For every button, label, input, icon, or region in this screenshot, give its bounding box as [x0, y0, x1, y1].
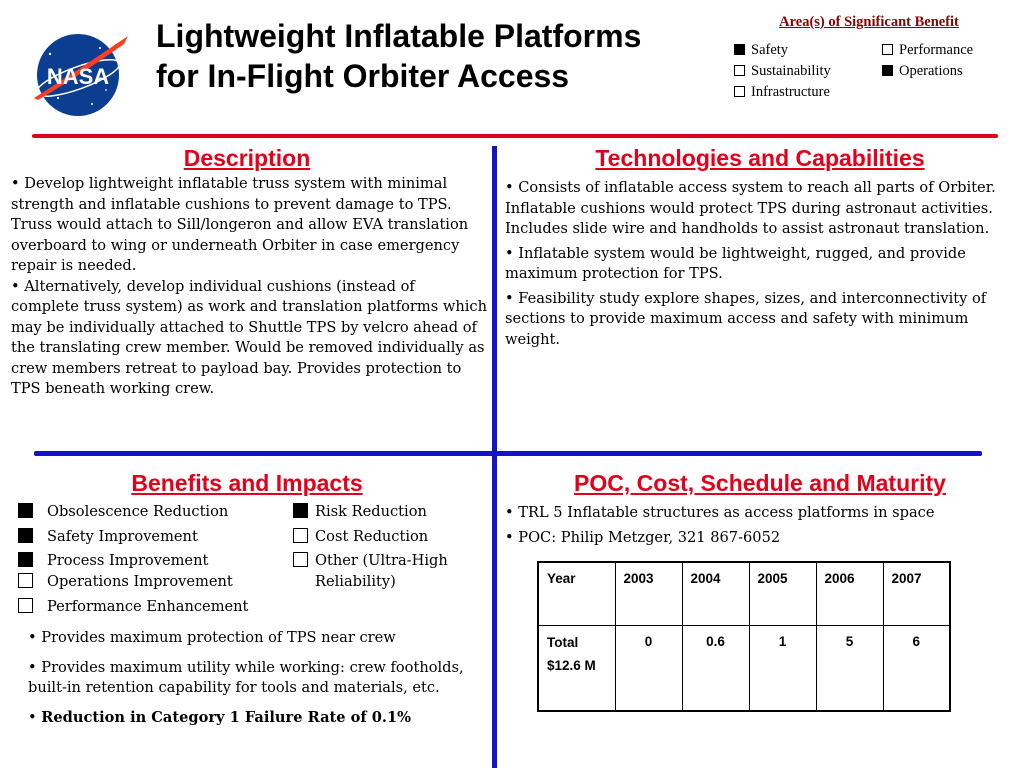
- checkbox-icon: [734, 44, 745, 55]
- benefit-area-item-sustainability: [734, 62, 831, 80]
- benefit-area-item-infrastructure: [734, 83, 830, 101]
- table-cell: 6: [883, 625, 950, 711]
- benefit-label: Other (Ultra-High: [315, 552, 448, 569]
- poc-paragraph: • TRL 5 Inflatable structures as access platforms in space: [505, 504, 935, 521]
- checkbox-icon: [18, 552, 33, 567]
- table-header-row: [538, 562, 950, 625]
- benefit-item-obsolescence: [18, 502, 228, 522]
- benefit-area-label: Infrastructure: [751, 84, 830, 100]
- nasa-logo: [28, 28, 132, 120]
- benefit-area-label: Operations: [899, 63, 963, 79]
- checkbox-icon: [734, 65, 745, 76]
- title-line-1: Lightweight Inflatable Platforms: [156, 18, 642, 54]
- checkbox-icon: [293, 552, 308, 567]
- benefit-label: Operations Improvement: [47, 573, 233, 590]
- benefit-item-performance: [18, 597, 248, 617]
- benefit-item-other: [293, 551, 448, 571]
- technologies-body: [505, 178, 1020, 354]
- title-line-2: for In-Flight Orbiter Access: [156, 58, 570, 94]
- table-header-cell: 2007: [883, 562, 950, 625]
- description-body: [11, 174, 487, 400]
- checkbox-icon: [293, 503, 308, 518]
- benefit-area-label: Safety: [751, 42, 789, 58]
- bullet-marker: •: [28, 708, 42, 726]
- table-row-label: [538, 625, 615, 711]
- vertical-divider: [492, 146, 497, 768]
- checkbox-icon: [18, 598, 33, 613]
- table-cell: 1: [749, 625, 816, 711]
- benefit-area-label: Sustainability: [751, 63, 831, 79]
- benefit-area-label: Performance: [899, 42, 974, 58]
- failure-rate-text: Reduction in Category 1 Failure Rate of 0.1%: [41, 708, 411, 726]
- description-paragraph: • Alternatively, develop individual cushions (instead of complete truss system) as work and translation platforms which may be individually attached to Shuttle TPS by velcro ahead of the translating crew member. Would be removed individually as crew members retreat to payload bay. Provides protection to TPS beneath working crew.: [11, 277, 487, 397]
- technologies-heading: Technologies and Capabilities: [595, 145, 925, 171]
- benefit-area-item-performance: [882, 41, 973, 59]
- checkbox-icon: [293, 528, 308, 543]
- technologies-paragraph: • Consists of inflatable access system to reach all parts of Orbiter. Inflatable cushions would protect TPS during astronaut activities. Includes slide wire and handholds to assist astronaut translation.: [505, 179, 996, 237]
- description-heading: Description: [183, 145, 311, 171]
- table-header-cell: 2006: [816, 562, 883, 625]
- benefit-item-other-continued: [315, 572, 396, 592]
- checkbox-icon: [734, 86, 745, 97]
- checkbox-icon: [882, 44, 893, 55]
- cost-schedule-table: [537, 561, 951, 712]
- table-header-cell: 2005: [749, 562, 816, 625]
- horizontal-divider: [34, 451, 982, 456]
- benefits-heading: Benefits and Impacts: [131, 470, 363, 496]
- benefit-bullet: • Provides maximum utility while working: crew footholds, built-in retention capability for tools and materials, etc.: [28, 658, 464, 696]
- table-cell: 0: [615, 625, 682, 711]
- benefits-bullets: [28, 628, 488, 737]
- benefit-label: Performance Enhancement: [47, 598, 249, 615]
- checkbox-icon: [18, 503, 33, 518]
- table-header-cell: 2003: [615, 562, 682, 625]
- benefit-bullet-bold: [28, 708, 488, 729]
- benefit-bullet: • Provides maximum protection of TPS near crew: [28, 629, 396, 646]
- checkbox-icon: [882, 65, 893, 76]
- page-title: [156, 16, 716, 96]
- logo-text: NASA: [46, 64, 110, 89]
- checkbox-icon: [18, 573, 33, 588]
- benefit-item-safety: [18, 527, 198, 547]
- table-cell: 5: [816, 625, 883, 711]
- table-header-cell: 2004: [682, 562, 749, 625]
- benefit-label: Risk Reduction: [315, 503, 427, 520]
- table-cell: 0.6: [682, 625, 749, 711]
- description-paragraph: • Develop lightweight inflatable truss system with minimal strength and inflatable cushions to prevent damage to TPS. Truss would attach to Sill/longeron and allow EVA translation overboard to wing or underneath Orbiter in case emergency repair is needed.: [11, 175, 469, 274]
- table-header-cell: Year: [538, 562, 615, 625]
- benefit-label: Reliability): [315, 573, 396, 590]
- benefit-label: Safety Improvement: [47, 528, 198, 545]
- total-amount: $12.6 M: [547, 657, 596, 673]
- technologies-paragraph: • Inflatable system would be lightweight, rugged, and provide maximum protection for TPS.: [505, 244, 966, 282]
- poc-body: [505, 503, 1020, 552]
- poc-heading: POC, Cost, Schedule and Maturity: [574, 470, 946, 496]
- benefit-area-item-safety: [734, 41, 788, 59]
- benefit-label: Obsolescence Reduction: [47, 503, 229, 520]
- benefit-label: Process Improvement: [47, 552, 209, 569]
- benefit-item-operations: [18, 572, 233, 592]
- benefit-item-process: [18, 551, 208, 571]
- benefit-area-panel: [734, 14, 1024, 100]
- checkbox-icon: [18, 528, 33, 543]
- table-row: [538, 625, 950, 711]
- benefit-area-item-operations: [882, 62, 963, 80]
- benefit-item-cost: [293, 527, 428, 547]
- benefit-item-risk: [293, 502, 427, 522]
- benefit-label: Cost Reduction: [315, 528, 429, 545]
- technologies-paragraph: • Feasibility study explore shapes, sizes, and interconnectivity of sections to provide maximum access and safety with minimum weight.: [505, 289, 987, 348]
- benefit-area-heading: Area(s) of Significant Benefit: [779, 14, 959, 30]
- header-divider: [32, 134, 998, 138]
- total-label: Total: [547, 634, 579, 650]
- poc-paragraph: • POC: Philip Metzger, 321 867-6052: [505, 528, 781, 546]
